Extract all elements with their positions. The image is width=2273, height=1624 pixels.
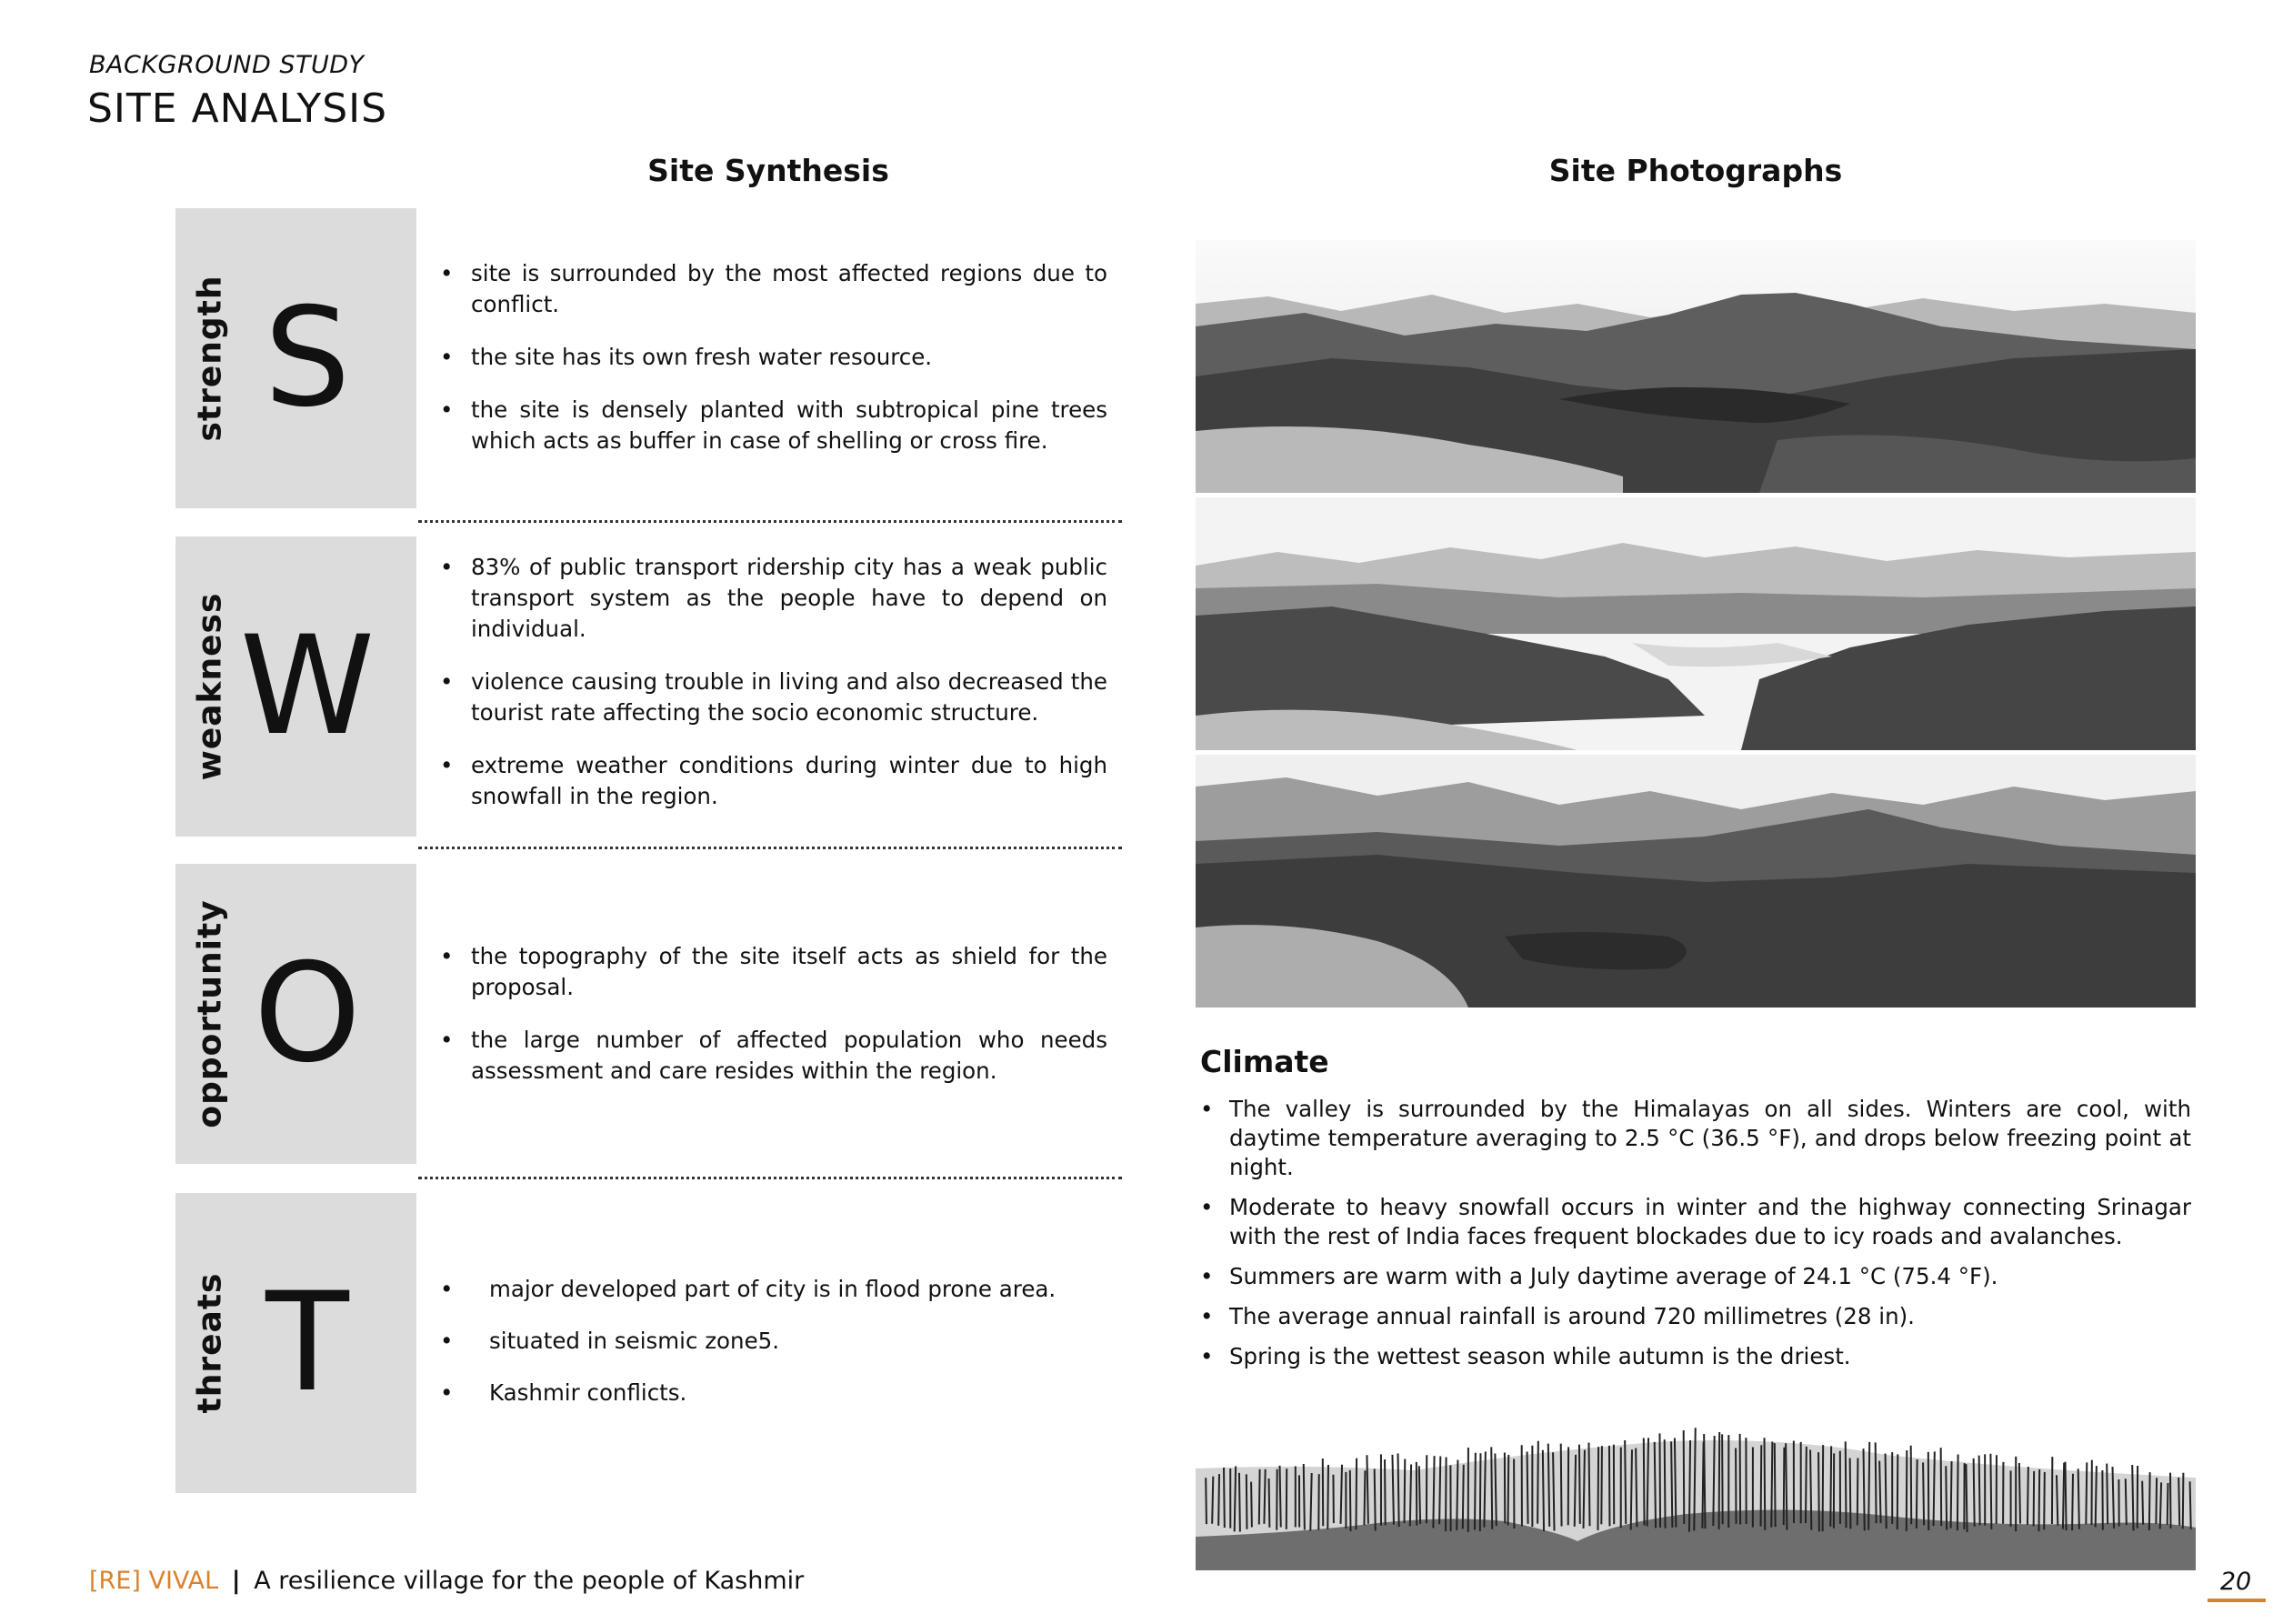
tree-mark xyxy=(1446,1457,1447,1531)
climate-heading: Climate xyxy=(1200,1044,1329,1079)
divider xyxy=(418,847,1122,849)
tree-mark xyxy=(2178,1478,2179,1526)
footer xyxy=(89,1567,804,1595)
site-photo-2 xyxy=(1196,497,2196,750)
list-item: • major developed part of city is in flood prone area. xyxy=(435,1274,1107,1305)
tree-mark xyxy=(1548,1444,1549,1527)
tree-mark xyxy=(1218,1474,1219,1526)
tree-mark xyxy=(1719,1432,1720,1529)
tree-mark xyxy=(1702,1442,1703,1529)
tree-mark xyxy=(1537,1441,1538,1524)
tree-mark xyxy=(1846,1441,1847,1528)
tree-mark xyxy=(1251,1482,1252,1528)
tree-mark xyxy=(2183,1473,2184,1529)
swot-letter: S xyxy=(264,279,351,437)
site-section-illustration xyxy=(1196,1414,2196,1570)
tree-mark xyxy=(1561,1444,1562,1527)
swot-word: strength xyxy=(191,275,229,442)
tree-mark xyxy=(1410,1464,1411,1526)
tree-mark xyxy=(1644,1439,1645,1526)
tree-mark xyxy=(2096,1466,2097,1527)
tree-mark xyxy=(1830,1446,1831,1526)
swot-word: weakness xyxy=(191,592,229,781)
strength-list xyxy=(435,258,1107,478)
list-item: • extreme weather conditions during winter due to high snowfall in the region. xyxy=(435,750,1107,812)
tree-mark xyxy=(2149,1472,2150,1530)
tree-mark xyxy=(1398,1453,1399,1527)
list-item: • situated in seismic zone5. xyxy=(435,1326,1107,1357)
tree-mark xyxy=(1966,1464,1967,1532)
tree-mark xyxy=(1810,1449,1811,1529)
tree-mark xyxy=(2063,1463,2064,1529)
tree-mark xyxy=(1941,1448,1942,1526)
divider xyxy=(418,1177,1122,1179)
footer-separator: | xyxy=(231,1567,241,1595)
tree-mark xyxy=(1665,1439,1666,1529)
tree-mark xyxy=(1327,1465,1328,1529)
tree-mark xyxy=(1713,1436,1714,1526)
list-item: • Moderate to heavy snowfall occurs in winter and the highway connecting Srinagar with the rest of India faces frequent blockades due to icy roads and avalanches. xyxy=(1198,1193,2191,1251)
tree-mark xyxy=(1212,1477,1213,1524)
list-item: • Spring is the wettest season while autumn is the driest. xyxy=(1198,1342,2191,1371)
weakness-list xyxy=(435,552,1107,834)
site-photographs-heading: Site Photographs xyxy=(1548,153,1843,188)
tree-mark xyxy=(1850,1459,1851,1529)
tree-mark xyxy=(1553,1452,1554,1530)
tree-mark xyxy=(2044,1472,2045,1529)
tree-mark xyxy=(1923,1462,1924,1525)
tree-mark xyxy=(1269,1479,1270,1528)
footer-tagline: A resilience village for the people of Kashmir xyxy=(254,1567,805,1595)
list-item: • The valley is surrounded by the Himalayas on all sides. Winters are cool, with daytime temperature averaging to 2.5 °C (36.5 °F), and drops below freezing point at night. xyxy=(1198,1095,2191,1182)
tree-mark xyxy=(1439,1456,1440,1524)
tree-mark xyxy=(1419,1466,1420,1523)
swot-letter: T xyxy=(265,1264,349,1422)
list-item: • the site has its own fresh water resource. xyxy=(435,342,1107,373)
tree-mark xyxy=(1575,1455,1576,1527)
tree-mark xyxy=(1917,1459,1918,1529)
tree-mark xyxy=(1990,1454,1991,1529)
list-item: • the site is densely planted with subtropical pine trees which acts as buffer in case of shelling or cross fire. xyxy=(435,395,1107,456)
tree-mark xyxy=(1864,1449,1865,1530)
swot-opportunity-box xyxy=(175,864,416,1164)
tree-mark xyxy=(1722,1434,1723,1524)
tree-mark xyxy=(1868,1442,1869,1530)
swot-threats-box xyxy=(175,1193,416,1493)
tree-mark xyxy=(1876,1442,1877,1523)
tree-mark xyxy=(1597,1447,1598,1530)
swot-strength-box xyxy=(175,208,416,508)
site-photo-3 xyxy=(1196,755,2196,1007)
tree-mark xyxy=(1934,1451,1935,1526)
tree-mark xyxy=(1433,1456,1434,1528)
tree-mark xyxy=(1704,1434,1705,1529)
list-item: • 83% of public transport ridership city has a weak public transport system as the people have to depend on individual. xyxy=(435,552,1107,645)
tree-mark xyxy=(1806,1447,1807,1523)
tree-mark xyxy=(1350,1470,1351,1531)
tree-mark xyxy=(1310,1473,1311,1531)
tree-mark xyxy=(2039,1469,2040,1531)
tree-mark xyxy=(1625,1440,1626,1524)
climate-list xyxy=(1198,1095,2191,1382)
tree-mark xyxy=(1765,1438,1766,1530)
tree-mark xyxy=(2086,1462,2087,1524)
tree-mark xyxy=(1235,1467,1236,1532)
tree-mark xyxy=(1786,1443,1787,1529)
tree-mark xyxy=(1775,1443,1776,1527)
tree-mark xyxy=(1740,1434,1741,1525)
tree-mark xyxy=(1689,1440,1690,1532)
threats-list xyxy=(435,1274,1107,1429)
tree-mark xyxy=(2078,1469,2079,1529)
tree-mark xyxy=(1239,1473,1240,1532)
list-item: • site is surrounded by the most affected regions due to conflict. xyxy=(435,258,1107,320)
footer-brand: [RE] VIVAL xyxy=(89,1567,219,1595)
divider xyxy=(418,520,1122,523)
tree-mark xyxy=(1784,1448,1785,1525)
tree-mark xyxy=(1823,1445,1824,1531)
tree-mark xyxy=(1491,1447,1492,1529)
section-kicker: BACKGROUND STUDY xyxy=(89,51,365,79)
list-item: • the topography of the site itself acts as shield for the proposal. xyxy=(435,941,1107,1003)
page-title: SITE ANALYSIS xyxy=(87,85,388,132)
opportunity-list xyxy=(435,941,1107,1108)
list-item: • the large number of affected population who needs assessment and care resides within the region. xyxy=(435,1025,1107,1087)
list-item: • violence causing trouble in living and also decreased the tourist rate affecting the socio economic structure. xyxy=(435,667,1107,728)
tree-mark xyxy=(2142,1481,2143,1525)
tree-mark xyxy=(2107,1464,2108,1525)
tree-mark xyxy=(1259,1469,1260,1525)
tree-mark xyxy=(1356,1459,1357,1529)
tree-mark xyxy=(2072,1474,2073,1530)
tree-mark xyxy=(1671,1441,1672,1528)
tree-mark xyxy=(1946,1466,1947,1529)
tree-mark xyxy=(1543,1450,1544,1531)
page-number: 20 xyxy=(2219,1568,2252,1596)
list-item: • Summers are warm with a July daytime average of 24.1 °C (75.4 °F). xyxy=(1198,1262,2191,1291)
tree-mark xyxy=(1280,1466,1281,1528)
tree-mark xyxy=(1508,1455,1509,1525)
tree-mark xyxy=(1974,1459,1975,1527)
site-synthesis-heading: Site Synthesis xyxy=(647,153,889,188)
tree-mark xyxy=(1480,1453,1481,1531)
tree-mark xyxy=(1579,1445,1580,1524)
tree-mark xyxy=(1375,1469,1376,1530)
swot-word: threats xyxy=(191,1272,229,1414)
tree-mark xyxy=(1206,1478,1207,1524)
tree-mark xyxy=(1463,1465,1464,1529)
tree-mark xyxy=(1304,1464,1305,1530)
swot-letter: W xyxy=(239,607,375,766)
page-number-underline xyxy=(2208,1599,2266,1602)
tree-mark xyxy=(2132,1465,2133,1530)
tree-mark xyxy=(1601,1446,1602,1524)
tree-mark xyxy=(1761,1445,1762,1526)
tree-mark xyxy=(1911,1446,1912,1525)
tree-mark xyxy=(1636,1449,1637,1528)
tree-mark xyxy=(1818,1452,1819,1531)
tree-mark xyxy=(2160,1482,2161,1529)
swot-word: opportunity xyxy=(191,899,229,1128)
tree-mark xyxy=(1951,1461,1952,1529)
tree-mark xyxy=(1475,1453,1476,1530)
list-item: • The average annual rainfall is around 720 millimetres (28 in). xyxy=(1198,1302,2191,1331)
tree-mark xyxy=(1979,1456,1980,1526)
swot-letter: O xyxy=(253,935,362,1093)
tree-mark xyxy=(2156,1478,2157,1524)
tree-mark xyxy=(2190,1481,2191,1529)
swot-weakness-box xyxy=(175,536,416,837)
tree-mark xyxy=(1857,1459,1858,1526)
tree-mark xyxy=(1405,1459,1406,1524)
tree-mark xyxy=(1588,1443,1589,1527)
tree-mark xyxy=(1385,1459,1386,1525)
tree-mark xyxy=(1684,1430,1685,1524)
tree-mark xyxy=(2057,1475,2058,1525)
tree-mark xyxy=(1886,1453,1887,1529)
tree-mark xyxy=(1655,1442,1656,1529)
site-photo-1 xyxy=(1196,240,2196,493)
tree-mark xyxy=(1364,1470,1365,1525)
tree-mark xyxy=(1771,1441,1772,1527)
tree-mark xyxy=(1584,1450,1585,1529)
tree-mark xyxy=(1224,1468,1225,1528)
tree-mark xyxy=(1659,1433,1660,1528)
tree-mark xyxy=(1631,1449,1632,1529)
list-item: • Kashmir conflicts. xyxy=(435,1378,1107,1408)
tree-mark xyxy=(2019,1463,2020,1524)
tree-mark xyxy=(1527,1451,1528,1523)
tree-mark xyxy=(2065,1462,2066,1530)
tree-mark xyxy=(1264,1469,1265,1524)
tree-mark xyxy=(2126,1479,2127,1525)
